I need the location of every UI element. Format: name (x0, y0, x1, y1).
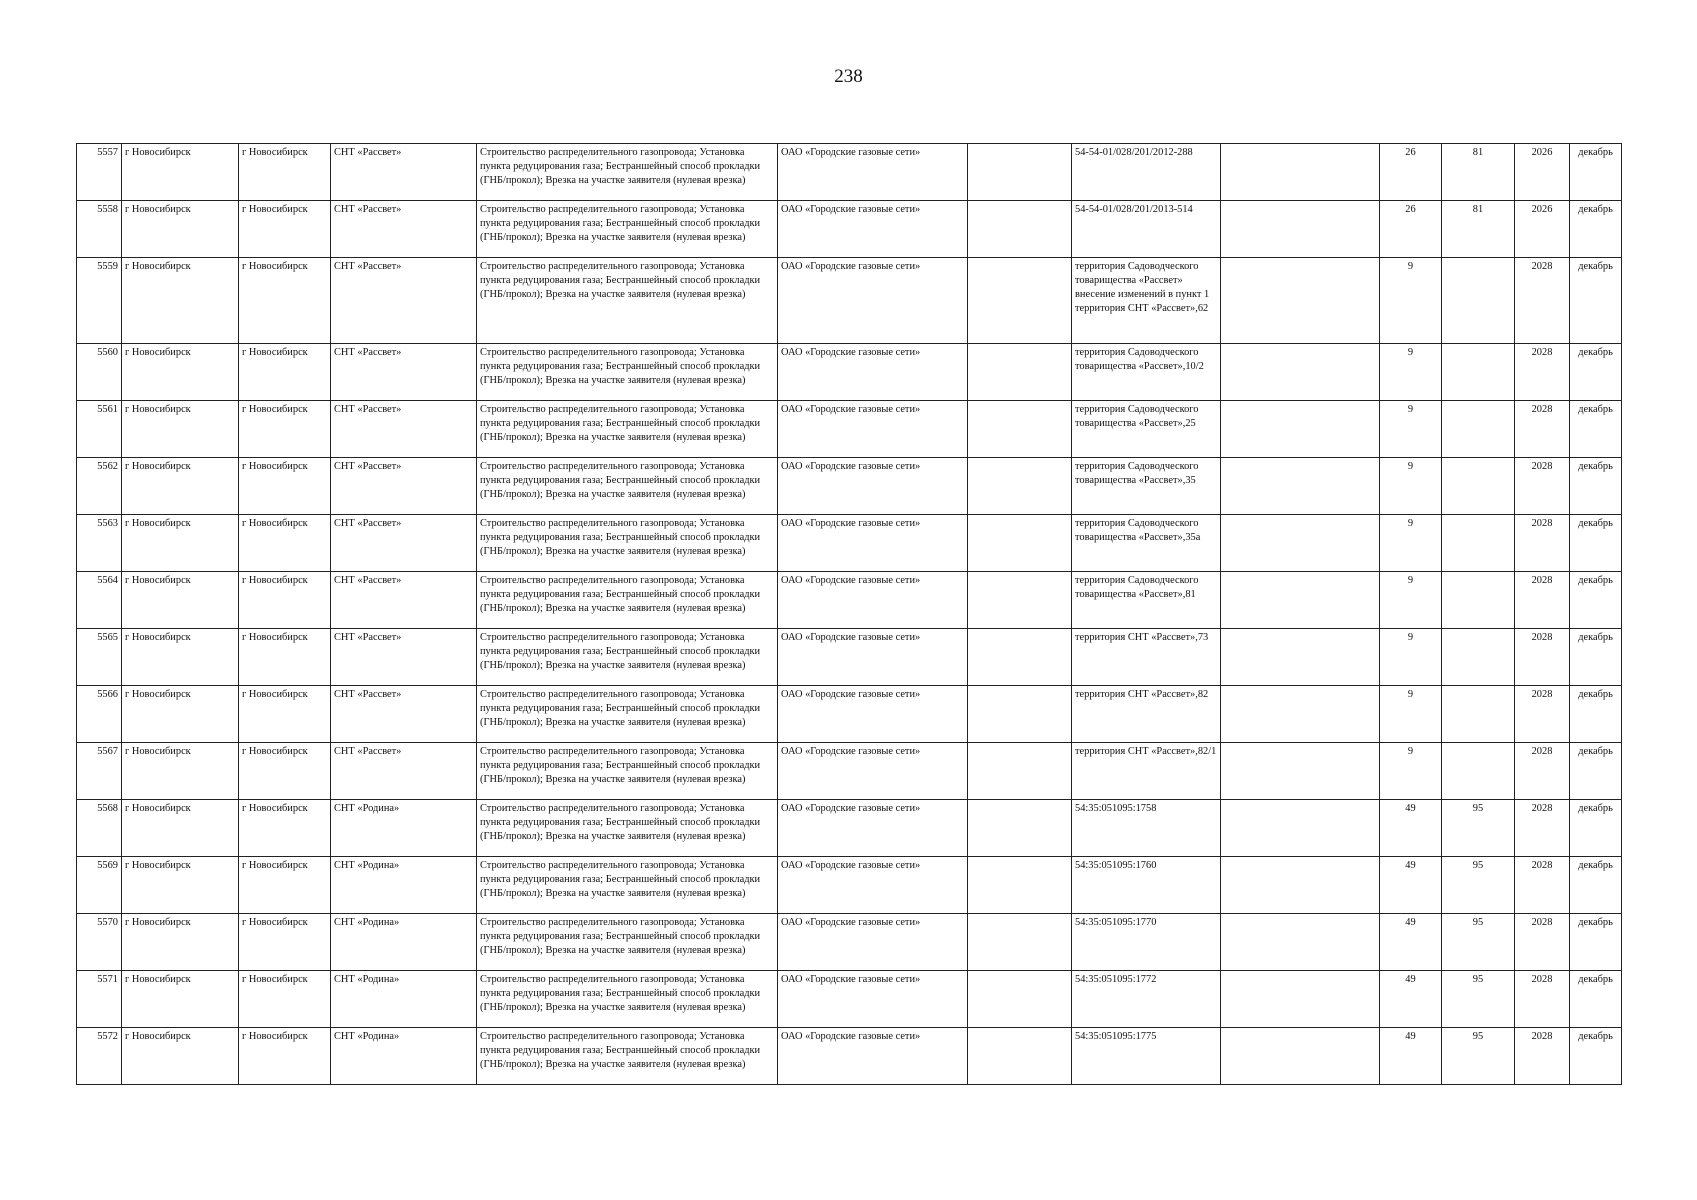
quantity-a-cell: 9 (1380, 572, 1442, 629)
row-number-cell: 5568 (77, 800, 122, 857)
empty-cell (968, 401, 1072, 458)
month-cell: декабрь (1570, 201, 1622, 258)
quantity-b-cell (1442, 515, 1515, 572)
work-description-cell: Строительство распределительного газопровода; Установка пункта редуцирования газа; Бестраншейный способ прокладки (ГНБ/прокол); Врезка на участке заявителя (нулевая врезка) (477, 344, 778, 401)
district-cell: г Новосибирск (239, 258, 331, 344)
empty-cell (1221, 458, 1380, 515)
year-cell: 2028 (1515, 1028, 1570, 1085)
empty-cell (968, 743, 1072, 800)
organization-cell: ОАО «Городские газовые сети» (778, 344, 968, 401)
organization-cell: ОАО «Городские газовые сети» (778, 629, 968, 686)
address-cell: 54-54-01/028/201/2012-288 (1072, 144, 1221, 201)
month-cell: декабрь (1570, 1028, 1622, 1085)
organization-cell: ОАО «Городские газовые сети» (778, 401, 968, 458)
year-cell: 2028 (1515, 572, 1570, 629)
year-cell: 2028 (1515, 458, 1570, 515)
address-cell: территория Садоводческого товарищества «Рассвет»,81 (1072, 572, 1221, 629)
quantity-a-cell: 9 (1380, 629, 1442, 686)
organization-cell: ОАО «Городские газовые сети» (778, 686, 968, 743)
quantity-b-cell: 81 (1442, 144, 1515, 201)
row-number-cell: 5563 (77, 515, 122, 572)
object-cell: СНТ «Рассвет» (331, 743, 477, 800)
table-row (77, 401, 1622, 458)
city-cell: г Новосибирск (122, 144, 239, 201)
object-cell: СНТ «Рассвет» (331, 629, 477, 686)
quantity-b-cell: 95 (1442, 914, 1515, 971)
row-number-cell: 5566 (77, 686, 122, 743)
year-cell: 2028 (1515, 914, 1570, 971)
work-description-cell: Строительство распределительного газопровода; Установка пункта редуцирования газа; Бестраншейный способ прокладки (ГНБ/прокол); Врезка на участке заявителя (нулевая врезка) (477, 572, 778, 629)
city-cell: г Новосибирск (122, 458, 239, 515)
empty-cell (1221, 686, 1380, 743)
year-cell: 2028 (1515, 401, 1570, 458)
district-cell: г Новосибирск (239, 344, 331, 401)
quantity-b-cell (1442, 629, 1515, 686)
object-cell: СНТ «Рассвет» (331, 572, 477, 629)
empty-cell (968, 344, 1072, 401)
year-cell: 2028 (1515, 857, 1570, 914)
row-number-cell: 5572 (77, 1028, 122, 1085)
address-cell: территория СНТ «Рассвет»,73 (1072, 629, 1221, 686)
work-description-cell: Строительство распределительного газопровода; Установка пункта редуцирования газа; Бестраншейный способ прокладки (ГНБ/прокол); Врезка на участке заявителя (нулевая врезка) (477, 515, 778, 572)
empty-cell (968, 914, 1072, 971)
district-cell: г Новосибирск (239, 914, 331, 971)
address-cell: 54:35:051095:1760 (1072, 857, 1221, 914)
row-number-cell: 5565 (77, 629, 122, 686)
object-cell: СНТ «Родина» (331, 914, 477, 971)
quantity-b-cell: 95 (1442, 1028, 1515, 1085)
table-row (77, 914, 1622, 971)
empty-cell (968, 800, 1072, 857)
district-cell: г Новосибирск (239, 629, 331, 686)
work-description-cell: Строительство распределительного газопровода; Установка пункта редуцирования газа; Бестраншейный способ прокладки (ГНБ/прокол); Врезка на участке заявителя (нулевая врезка) (477, 686, 778, 743)
table-body (77, 144, 1622, 1085)
quantity-b-cell (1442, 344, 1515, 401)
address-cell: территория Садоводческого товарищества «Рассвет»,35а (1072, 515, 1221, 572)
work-description-cell: Строительство распределительного газопровода; Установка пункта редуцирования газа; Бестраншейный способ прокладки (ГНБ/прокол); Врезка на участке заявителя (нулевая врезка) (477, 629, 778, 686)
table-row (77, 743, 1622, 800)
month-cell: декабрь (1570, 686, 1622, 743)
organization-cell: ОАО «Городские газовые сети» (778, 857, 968, 914)
object-cell: СНТ «Рассвет» (331, 201, 477, 258)
empty-cell (968, 1028, 1072, 1085)
quantity-b-cell (1442, 686, 1515, 743)
row-number-cell: 5560 (77, 344, 122, 401)
month-cell: декабрь (1570, 515, 1622, 572)
work-description-cell: Строительство распределительного газопровода; Установка пункта редуцирования газа; Бестраншейный способ прокладки (ГНБ/прокол); Врезка на участке заявителя (нулевая врезка) (477, 857, 778, 914)
organization-cell: ОАО «Городские газовые сети» (778, 572, 968, 629)
month-cell: декабрь (1570, 743, 1622, 800)
table-row (77, 144, 1622, 201)
year-cell: 2026 (1515, 201, 1570, 258)
year-cell: 2028 (1515, 743, 1570, 800)
city-cell: г Новосибирск (122, 629, 239, 686)
organization-cell: ОАО «Городские газовые сети» (778, 743, 968, 800)
organization-cell: ОАО «Городские газовые сети» (778, 800, 968, 857)
city-cell: г Новосибирск (122, 686, 239, 743)
quantity-a-cell: 9 (1380, 344, 1442, 401)
row-number-cell: 5559 (77, 258, 122, 344)
empty-cell (968, 258, 1072, 344)
organization-cell: ОАО «Городские газовые сети» (778, 1028, 968, 1085)
empty-cell (968, 515, 1072, 572)
quantity-a-cell: 9 (1380, 401, 1442, 458)
quantity-a-cell: 49 (1380, 800, 1442, 857)
city-cell: г Новосибирск (122, 743, 239, 800)
quantity-b-cell: 95 (1442, 857, 1515, 914)
quantity-b-cell (1442, 258, 1515, 344)
work-description-cell: Строительство распределительного газопровода; Установка пункта редуцирования газа; Бестраншейный способ прокладки (ГНБ/прокол); Врезка на участке заявителя (нулевая врезка) (477, 144, 778, 201)
object-cell: СНТ «Рассвет» (331, 344, 477, 401)
year-cell: 2028 (1515, 344, 1570, 401)
month-cell: декабрь (1570, 971, 1622, 1028)
work-description-cell: Строительство распределительного газопровода; Установка пункта редуцирования газа; Бестраншейный способ прокладки (ГНБ/прокол); Врезка на участке заявителя (нулевая врезка) (477, 800, 778, 857)
year-cell: 2028 (1515, 629, 1570, 686)
quantity-b-cell (1442, 572, 1515, 629)
empty-cell (968, 458, 1072, 515)
quantity-a-cell: 26 (1380, 144, 1442, 201)
quantity-a-cell: 9 (1380, 258, 1442, 344)
empty-cell (1221, 258, 1380, 344)
address-cell: территория Садоводческого товарищества «Рассвет» внесение изменений в пункт 1 территория СНТ «Рассвет»,62 (1072, 258, 1221, 344)
object-cell: СНТ «Рассвет» (331, 258, 477, 344)
address-cell: территория Садоводческого товарищества «Рассвет»,35 (1072, 458, 1221, 515)
year-cell: 2028 (1515, 971, 1570, 1028)
year-cell: 2026 (1515, 144, 1570, 201)
district-cell: г Новосибирск (239, 800, 331, 857)
empty-cell (1221, 1028, 1380, 1085)
city-cell: г Новосибирск (122, 572, 239, 629)
month-cell: декабрь (1570, 144, 1622, 201)
empty-cell (968, 144, 1072, 201)
work-description-cell: Строительство распределительного газопровода; Установка пункта редуцирования газа; Бестраншейный способ прокладки (ГНБ/прокол); Врезка на участке заявителя (нулевая врезка) (477, 1028, 778, 1085)
object-cell: СНТ «Рассвет» (331, 401, 477, 458)
year-cell: 2028 (1515, 686, 1570, 743)
empty-cell (1221, 572, 1380, 629)
district-cell: г Новосибирск (239, 686, 331, 743)
city-cell: г Новосибирск (122, 401, 239, 458)
quantity-b-cell (1442, 743, 1515, 800)
table-row (77, 515, 1622, 572)
table-row (77, 686, 1622, 743)
empty-cell (968, 201, 1072, 258)
city-cell: г Новосибирск (122, 201, 239, 258)
object-cell: СНТ «Родина» (331, 971, 477, 1028)
month-cell: декабрь (1570, 572, 1622, 629)
table-row (77, 800, 1622, 857)
table-row (77, 629, 1622, 686)
city-cell: г Новосибирск (122, 515, 239, 572)
work-description-cell: Строительство распределительного газопровода; Установка пункта редуцирования газа; Бестраншейный способ прокладки (ГНБ/прокол); Врезка на участке заявителя (нулевая врезка) (477, 258, 778, 344)
table-row (77, 201, 1622, 258)
year-cell: 2028 (1515, 515, 1570, 572)
row-number-cell: 5557 (77, 144, 122, 201)
empty-cell (968, 857, 1072, 914)
quantity-a-cell: 49 (1380, 971, 1442, 1028)
district-cell: г Новосибирск (239, 572, 331, 629)
year-cell: 2028 (1515, 800, 1570, 857)
empty-cell (968, 971, 1072, 1028)
empty-cell (1221, 857, 1380, 914)
organization-cell: ОАО «Городские газовые сети» (778, 201, 968, 258)
work-description-cell: Строительство распределительного газопровода; Установка пункта редуцирования газа; Бестраншейный способ прокладки (ГНБ/прокол); Врезка на участке заявителя (нулевая врезка) (477, 458, 778, 515)
organization-cell: ОАО «Городские газовые сети» (778, 458, 968, 515)
row-number-cell: 5571 (77, 971, 122, 1028)
object-cell: СНТ «Рассвет» (331, 515, 477, 572)
district-cell: г Новосибирск (239, 1028, 331, 1085)
table-row (77, 344, 1622, 401)
work-description-cell: Строительство распределительного газопровода; Установка пункта редуцирования газа; Бестраншейный способ прокладки (ГНБ/прокол); Врезка на участке заявителя (нулевая врезка) (477, 401, 778, 458)
table-row (77, 572, 1622, 629)
city-cell: г Новосибирск (122, 971, 239, 1028)
quantity-a-cell: 9 (1380, 515, 1442, 572)
work-description-cell: Строительство распределительного газопровода; Установка пункта редуцирования газа; Бестраншейный способ прокладки (ГНБ/прокол); Врезка на участке заявителя (нулевая врезка) (477, 914, 778, 971)
month-cell: декабрь (1570, 458, 1622, 515)
page-number: 238 (834, 66, 863, 87)
row-number-cell: 5562 (77, 458, 122, 515)
organization-cell: ОАО «Городские газовые сети» (778, 914, 968, 971)
city-cell: г Новосибирск (122, 258, 239, 344)
register-table (76, 143, 1622, 1085)
address-cell: 54:35:051095:1775 (1072, 1028, 1221, 1085)
empty-cell (1221, 743, 1380, 800)
district-cell: г Новосибирск (239, 515, 331, 572)
object-cell: СНТ «Рассвет» (331, 458, 477, 515)
row-number-cell: 5567 (77, 743, 122, 800)
month-cell: декабрь (1570, 401, 1622, 458)
address-cell: 54-54-01/028/201/2013-514 (1072, 201, 1221, 258)
city-cell: г Новосибирск (122, 1028, 239, 1085)
quantity-b-cell (1442, 401, 1515, 458)
city-cell: г Новосибирск (122, 800, 239, 857)
empty-cell (1221, 800, 1380, 857)
row-number-cell: 5564 (77, 572, 122, 629)
table-row (77, 258, 1622, 344)
month-cell: декабрь (1570, 914, 1622, 971)
city-cell: г Новосибирск (122, 857, 239, 914)
address-cell: 54:35:051095:1772 (1072, 971, 1221, 1028)
address-cell: 54:35:051095:1770 (1072, 914, 1221, 971)
address-cell: территория СНТ «Рассвет»,82/1 (1072, 743, 1221, 800)
table-row (77, 971, 1622, 1028)
object-cell: СНТ «Рассвет» (331, 144, 477, 201)
quantity-b-cell: 95 (1442, 971, 1515, 1028)
address-cell: 54:35:051095:1758 (1072, 800, 1221, 857)
city-cell: г Новосибирск (122, 914, 239, 971)
object-cell: СНТ «Родина» (331, 1028, 477, 1085)
organization-cell: ОАО «Городские газовые сети» (778, 258, 968, 344)
empty-cell (1221, 401, 1380, 458)
row-number-cell: 5570 (77, 914, 122, 971)
quantity-a-cell: 9 (1380, 686, 1442, 743)
quantity-b-cell (1442, 458, 1515, 515)
quantity-a-cell: 26 (1380, 201, 1442, 258)
object-cell: СНТ «Родина» (331, 857, 477, 914)
address-cell: территория Садоводческого товарищества «Рассвет»,10/2 (1072, 344, 1221, 401)
month-cell: декабрь (1570, 344, 1622, 401)
organization-cell: ОАО «Городские газовые сети» (778, 144, 968, 201)
table-row (77, 857, 1622, 914)
quantity-a-cell: 9 (1380, 458, 1442, 515)
empty-cell (1221, 344, 1380, 401)
empty-cell (1221, 201, 1380, 258)
organization-cell: ОАО «Городские газовые сети» (778, 971, 968, 1028)
district-cell: г Новосибирск (239, 971, 331, 1028)
empty-cell (1221, 971, 1380, 1028)
quantity-a-cell: 49 (1380, 857, 1442, 914)
empty-cell (1221, 914, 1380, 971)
address-cell: территория СНТ «Рассвет»,82 (1072, 686, 1221, 743)
month-cell: декабрь (1570, 258, 1622, 344)
empty-cell (968, 686, 1072, 743)
quantity-a-cell: 9 (1380, 743, 1442, 800)
row-number-cell: 5558 (77, 201, 122, 258)
object-cell: СНТ «Рассвет» (331, 686, 477, 743)
empty-cell (968, 629, 1072, 686)
empty-cell (1221, 144, 1380, 201)
work-description-cell: Строительство распределительного газопровода; Установка пункта редуцирования газа; Бестраншейный способ прокладки (ГНБ/прокол); Врезка на участке заявителя (нулевая врезка) (477, 743, 778, 800)
district-cell: г Новосибирск (239, 857, 331, 914)
quantity-b-cell: 95 (1442, 800, 1515, 857)
district-cell: г Новосибирск (239, 201, 331, 258)
year-cell: 2028 (1515, 258, 1570, 344)
month-cell: декабрь (1570, 800, 1622, 857)
quantity-a-cell: 49 (1380, 914, 1442, 971)
quantity-a-cell: 49 (1380, 1028, 1442, 1085)
district-cell: г Новосибирск (239, 401, 331, 458)
work-description-cell: Строительство распределительного газопровода; Установка пункта редуцирования газа; Бестраншейный способ прокладки (ГНБ/прокол); Врезка на участке заявителя (нулевая врезка) (477, 971, 778, 1028)
address-cell: территория Садоводческого товарищества «Рассвет»,25 (1072, 401, 1221, 458)
empty-cell (968, 572, 1072, 629)
row-number-cell: 5561 (77, 401, 122, 458)
empty-cell (1221, 515, 1380, 572)
row-number-cell: 5569 (77, 857, 122, 914)
district-cell: г Новосибирск (239, 743, 331, 800)
district-cell: г Новосибирск (239, 144, 331, 201)
city-cell: г Новосибирск (122, 344, 239, 401)
month-cell: декабрь (1570, 629, 1622, 686)
district-cell: г Новосибирск (239, 458, 331, 515)
empty-cell (1221, 629, 1380, 686)
table-row (77, 458, 1622, 515)
table-row (77, 1028, 1622, 1085)
quantity-b-cell: 81 (1442, 201, 1515, 258)
object-cell: СНТ «Родина» (331, 800, 477, 857)
work-description-cell: Строительство распределительного газопровода; Установка пункта редуцирования газа; Бестраншейный способ прокладки (ГНБ/прокол); Врезка на участке заявителя (нулевая врезка) (477, 201, 778, 258)
month-cell: декабрь (1570, 857, 1622, 914)
organization-cell: ОАО «Городские газовые сети» (778, 515, 968, 572)
